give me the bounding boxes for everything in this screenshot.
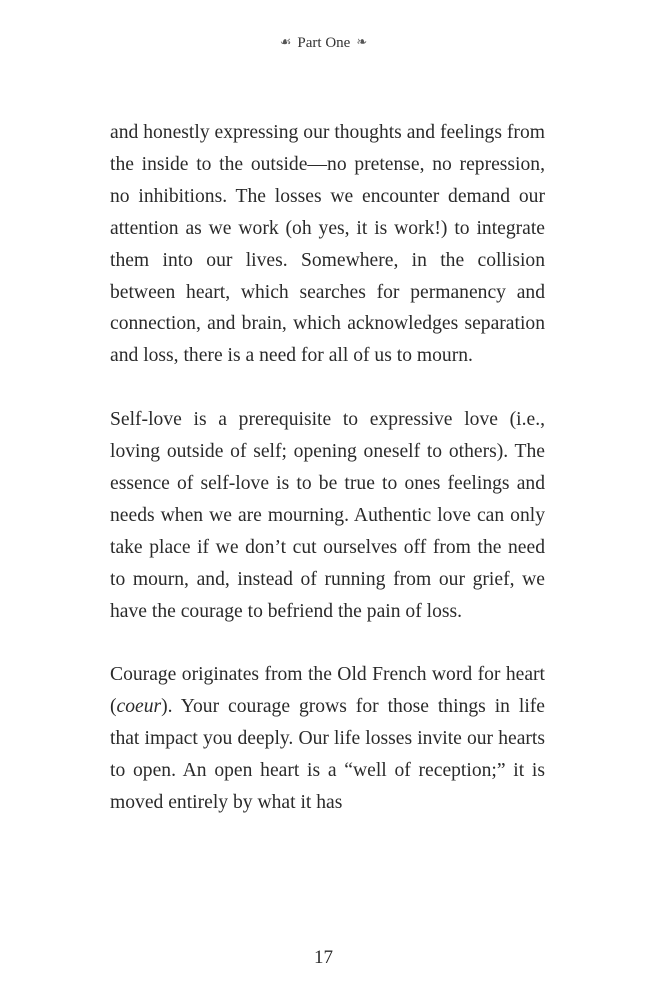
paragraph-3: [110, 659, 545, 819]
paragraph-3-part-1: Courage originates from the Old French word for heart (: [110, 664, 545, 718]
header-title: Part One: [297, 35, 351, 51]
page-number: 17: [314, 947, 333, 968]
body-text: [110, 117, 545, 819]
paragraph-3-part-2: ). Your courage grows for those things in life that impact you deeply. Our life losses invite our hearts to open. An open heart is a “well of reception;” it is moved entirely by what it has: [110, 696, 545, 813]
italic-word: coeur: [116, 696, 162, 718]
running-header: [0, 32, 647, 53]
left-fleuron-icon: ☙: [279, 34, 292, 49]
right-fleuron-icon: ❧: [356, 34, 368, 49]
paragraph-2: Self-love is a prerequisite to expressive love (i.e., loving outside of self; opening oneself to others). The essence of self-love is to be true to ones feelings and needs when we are mourning. Authentic love can only take place if we don’t cut ourselves off from the need to mourn, and, instead of running from our grief, we have the courage to befriend the pain of loss.: [110, 409, 545, 622]
paragraph-1: and honestly expressing our thoughts and feelings from the inside to the outside—no pretense, no repression, no inhibitions. The losses we encounter demand our attention as we work (oh yes, it is work!) to integrate them into our lives. Somewhere, in the collision between heart, which searches for permanency and connection, and brain, which acknowledges separation and loss, there is a need for all of us to mourn.: [110, 122, 545, 367]
